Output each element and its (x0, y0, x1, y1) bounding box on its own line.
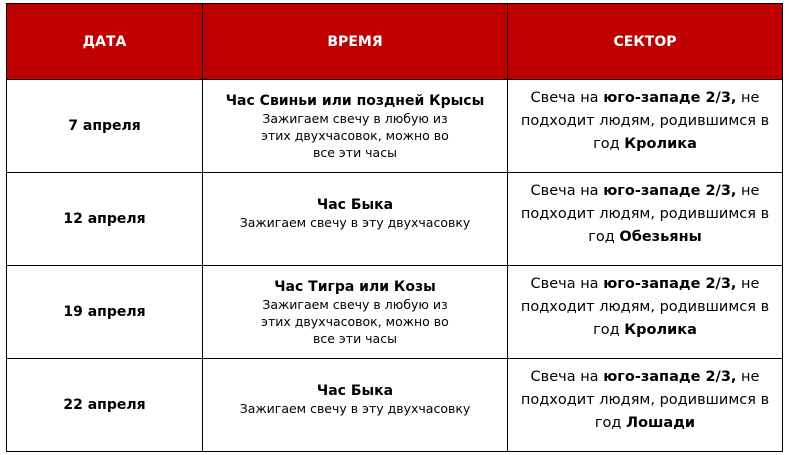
header-date: ДАТА (7, 4, 203, 80)
time-cell (203, 80, 508, 173)
time-description: Зажигаем свечу в любую из этих двухчасовок, можно во все эти часы (261, 110, 449, 160)
time-description: Зажигаем свечу в любую из этих двухчасовок, можно во все эти часы (261, 296, 449, 346)
date-cell: 19 апреля (7, 266, 203, 359)
time-description: Зажигаем свечу в эту двухчасовку (239, 214, 471, 230)
header-sector: СЕКТОР (508, 4, 783, 80)
table-row (7, 266, 783, 359)
table-row (7, 80, 783, 173)
table-row (7, 359, 783, 452)
table-row (7, 173, 783, 266)
candle-schedule-table (6, 3, 783, 452)
sector-text: не подходит людям, родившимся в год (520, 275, 770, 338)
time-title: Час Тигра или Козы (274, 278, 436, 295)
sector-animal: Обезьяны (619, 228, 702, 245)
time-cell (203, 266, 508, 359)
time-title: Час Быка (316, 196, 394, 213)
sector-direction: юго-западе 2/3, (603, 89, 737, 106)
sector-prefix: Свеча на (530, 182, 604, 199)
date-cell: 22 апреля (7, 359, 203, 452)
sector-text: не подходит людям, родившимся в год (520, 368, 770, 431)
sector-prefix: Свеча на (530, 368, 604, 385)
sector-text: не подходит людям, родившимся в год (520, 182, 770, 245)
sector-animal: Кролика (624, 135, 697, 152)
sector-direction: юго-западе 2/3, (603, 182, 737, 199)
time-title: Час Свиньи или поздней Крысы (225, 92, 485, 109)
sector-prefix: Свеча на (530, 275, 604, 292)
date-cell: 12 апреля (7, 173, 203, 266)
sector-direction: юго-западе 2/3, (603, 275, 737, 292)
sector-text: не подходит людям, родившимся в год (520, 89, 770, 152)
time-cell (203, 173, 508, 266)
time-description: Зажигаем свечу в эту двухчасовку (239, 400, 471, 416)
header-row (7, 4, 783, 80)
time-cell (203, 359, 508, 452)
sector-direction: юго-западе 2/3, (603, 368, 737, 385)
header-time: ВРЕМЯ (203, 4, 508, 80)
date-cell: 7 апреля (7, 80, 203, 173)
sector-animal: Лошади (626, 414, 696, 431)
sector-animal: Кролика (624, 321, 697, 338)
sector-cell (508, 80, 783, 173)
time-title: Час Быка (316, 382, 394, 399)
sector-cell (508, 266, 783, 359)
sector-cell (508, 173, 783, 266)
sector-cell (508, 359, 783, 452)
sector-prefix: Свеча на (530, 89, 604, 106)
